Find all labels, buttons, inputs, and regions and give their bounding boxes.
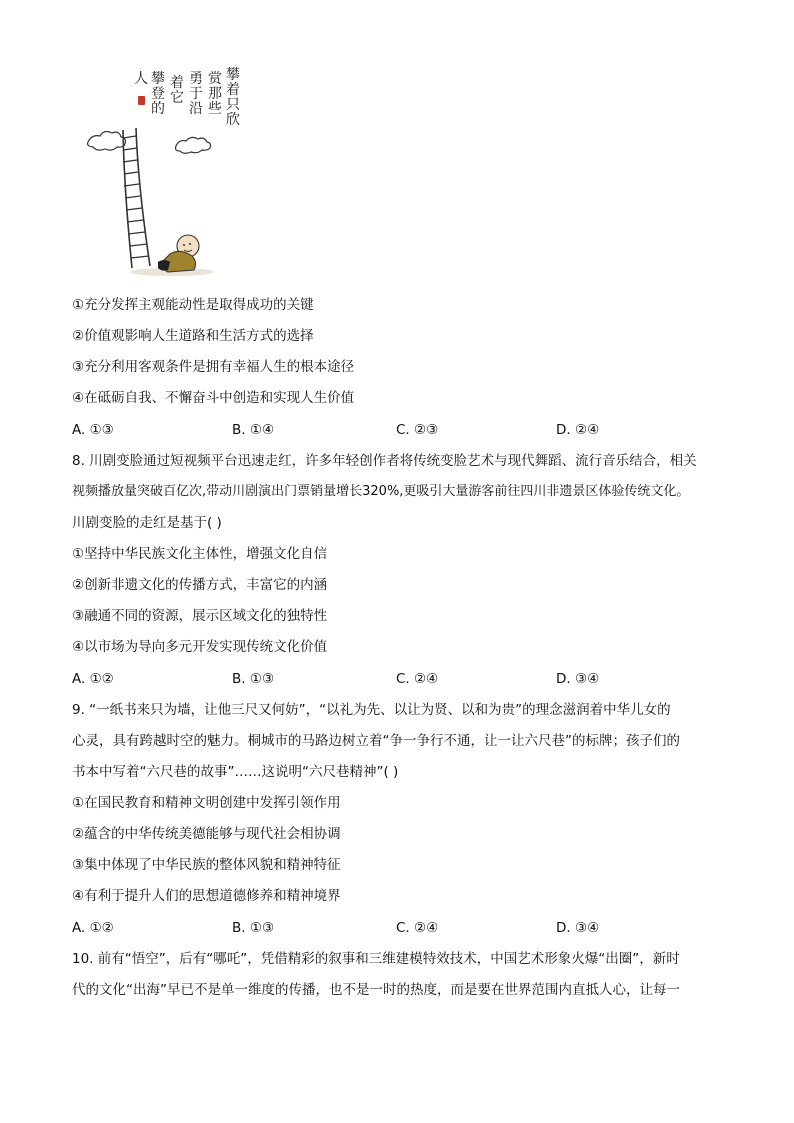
q8-option-a[interactable]: A. ①② (72, 671, 114, 687)
q8-statement-4: ④以市场为导向多元开发实现传统文化价值 (72, 639, 328, 655)
red-seal-stamp (138, 96, 145, 105)
q7-option-b[interactable]: B. ①④ (232, 422, 275, 438)
calligraphy-column-5: 攀 登 的 (151, 71, 165, 117)
q7-statement-3: ③充分利用客观条件是拥有幸福人生的根本途径 (72, 359, 355, 375)
q8-statement-3: ③融通不同的资源，展示区域文化的独特性 (72, 608, 328, 624)
q7-option-a[interactable]: A. ①③ (72, 422, 114, 438)
ladder-rungs (123, 136, 149, 258)
q7-statement-4: ④在砥砺自我、不懈奋斗中创造和实现人生价值 (72, 390, 355, 406)
ladder-rail-left (123, 130, 132, 268)
q7-option-d[interactable]: D. ②④ (556, 422, 600, 438)
q9-statement-4: ④有利于提升人们的思想道德修养和精神境界 (72, 888, 341, 904)
calligraphy-column-4: 着 它 (170, 75, 184, 106)
person-shoe (158, 260, 170, 271)
q9-option-a[interactable]: A. ①② (72, 920, 114, 936)
q8-option-b[interactable]: B. ①③ (232, 671, 275, 687)
q9-stem-line-2: 心灵，具有跨越时空的魅力。桐城市的马路边树立着“争一争行不通，让一让六尺巷”的标牌；孩子们的 (72, 733, 680, 749)
q9-stem-line-3: 书本中写着“六尺巷的故事”……这说明“六尺巷精神”( ) (72, 764, 399, 780)
calligraphy-column-2: 赏 那 些 (208, 71, 222, 117)
calligraphy-column-1: 攀 着 只 欣 (226, 67, 240, 128)
q9-statement-3: ③集中体现了中华民族的整体风貌和精神特征 (72, 857, 341, 873)
q8-statement-1: ①坚持中华民族文化主体性，增强文化自信 (72, 546, 328, 562)
calligraphy-column-3: 勇 于 沿 (189, 71, 203, 117)
q8-stem-line-3: 川剧变脸的走红是基于( ) (72, 515, 222, 531)
q8-option-d[interactable]: D. ③④ (556, 671, 600, 687)
q9-statement-2: ②蕴含的中华传统美德能够与现代社会相协调 (72, 826, 341, 842)
calligraphy-column-6: 人 (134, 71, 148, 87)
q8-option-c[interactable]: C. ②④ (396, 671, 439, 687)
q9-option-c[interactable]: C. ②④ (396, 920, 439, 936)
q9-option-d[interactable]: D. ③④ (556, 920, 600, 936)
cloud-right-shape (176, 137, 211, 153)
q9-option-b[interactable]: B. ①③ (232, 920, 275, 936)
q7-option-c[interactable]: C. ②③ (396, 422, 439, 438)
q8-stem-line-1: 8. 川剧变脸通过短视频平台迅速走红，许多年轻创作者将传统变脸艺术与现代舞蹈、流行音乐结合，相关 (72, 453, 697, 469)
q7-statement-2: ②价值观影响人生道路和生活方式的选择 (72, 328, 314, 344)
q8-statement-2: ②创新非遗文化的传播方式，丰富它的内涵 (72, 577, 328, 593)
q10-stem-line-2: 代的文化“出海”早已不是单一维度的传播，也不是一时的热度，而是要在世界范围内直抵人心，让每一 (72, 982, 680, 998)
q7-statement-1: ①充分发挥主观能动性是取得成功的关键 (72, 297, 314, 313)
q8-stem-line-2: 视频播放量突破百亿次,带动川剧演出门票销量增长320%,更吸引大量游客前往四川非遗景区体验传统文化。 (72, 484, 690, 499)
calligraphy-inscription (88, 68, 238, 138)
q10-stem-line-1: 10. 前有“悟空”，后有“哪吒”，凭借精彩的叙事和三维建模特效技术，中国艺术形象火爆“出圈”，新时 (72, 951, 680, 967)
q9-stem-line-1: 9. “一纸书来只为墙，让他三尺又何妨”，“以礼为先、以让为贤、以和为贵”的理念滋润着中华儿女的 (72, 702, 671, 718)
q9-statement-1: ①在国民教育和精神文明创建中发挥引领作用 (72, 795, 341, 811)
